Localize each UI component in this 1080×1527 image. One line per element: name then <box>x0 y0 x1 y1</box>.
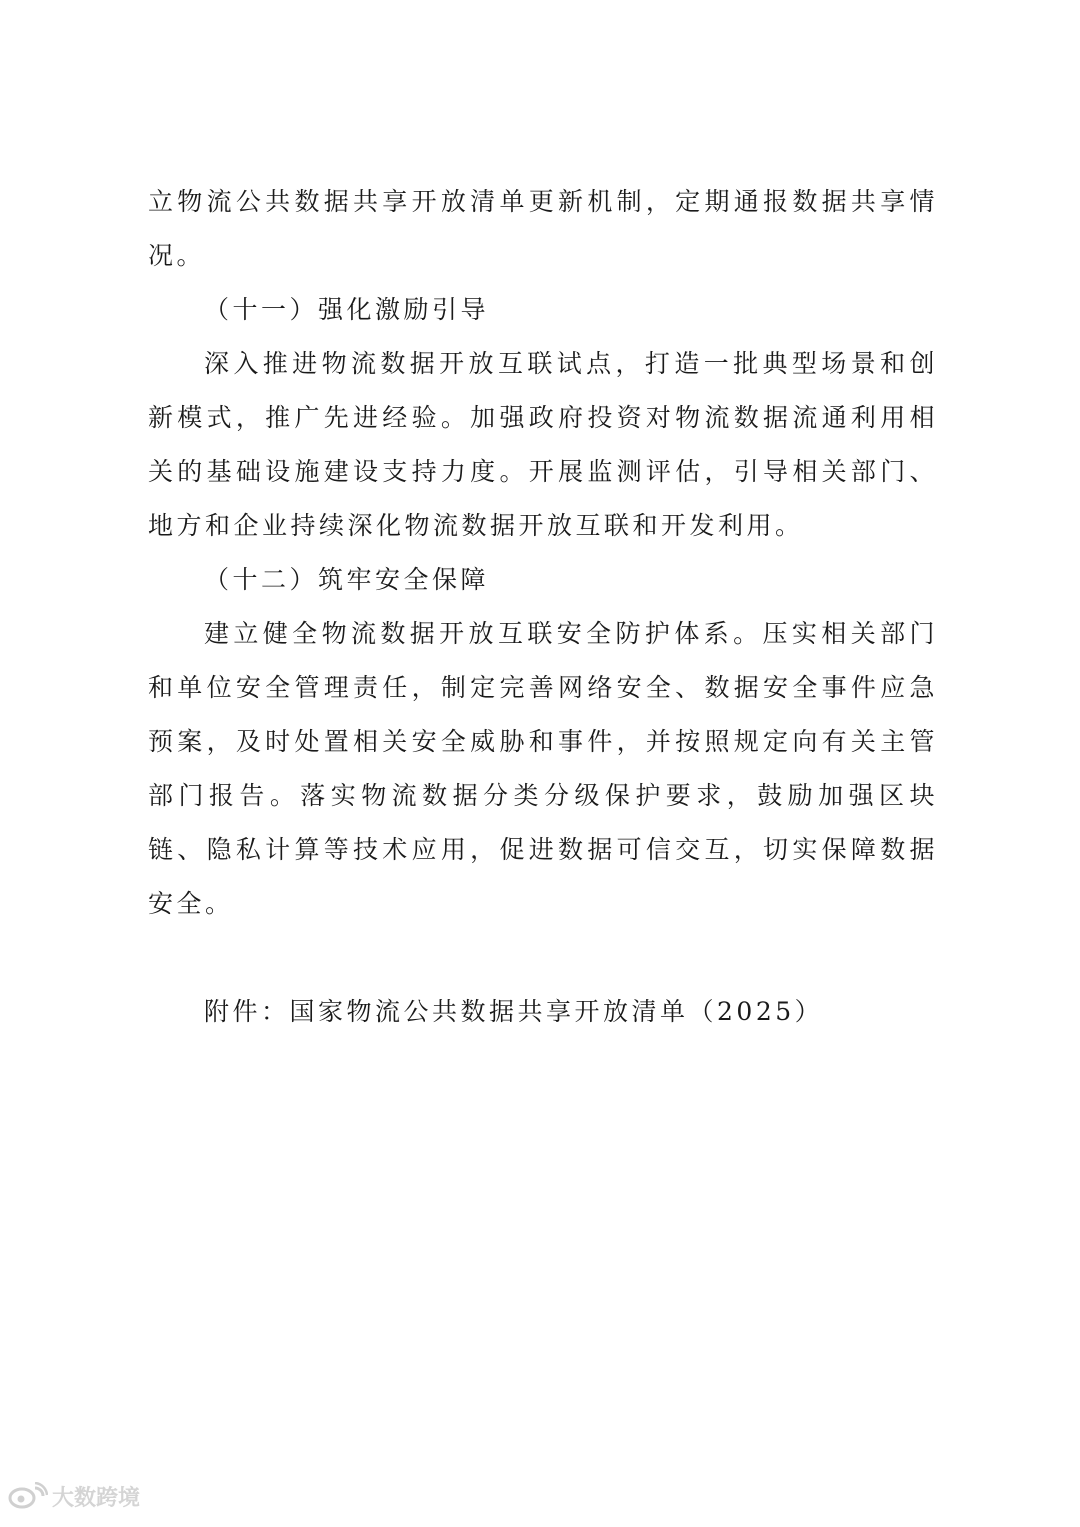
weibo-logo-icon <box>8 1482 48 1510</box>
spacer <box>148 931 938 985</box>
section-12-paragraph: 建立健全物流数据开放互联安全防护体系。压实相关部门和单位安全管理责任，制定完善网络安全、数据安全事件应急预案，及时处置相关安全威胁和事件，并按照规定向有关主管部门报告。落实物流数据分类分级保护要求，鼓励加强区块链、隐私计算等技术应用，促进数据可信交互，切实保障数据安全。 <box>148 619 938 918</box>
watermark <box>8 1481 140 1511</box>
continuation-paragraph: 立物流公共数据共享开放清单更新机制，定期通报数据共享情况。 <box>148 187 938 270</box>
section-11-paragraph: 深入推进物流数据开放互联试点，打造一批典型场景和创新模式，推广先进经验。加强政府投资对物流数据流通利用相关的基础设施建设支持力度。开展监测评估，引导相关部门、地方和企业持续深化物流数据开放互联和开发利用。 <box>148 349 938 540</box>
attachment-line: 附件：国家物流公共数据共享开放清单（2025） <box>204 997 824 1026</box>
document-body <box>148 175 938 1039</box>
section-11-heading: （十一）强化激励引导 <box>204 295 490 324</box>
watermark-text: 大数跨境 <box>52 1485 141 1511</box>
section-12-heading: （十二）筑牢安全保障 <box>204 565 490 594</box>
